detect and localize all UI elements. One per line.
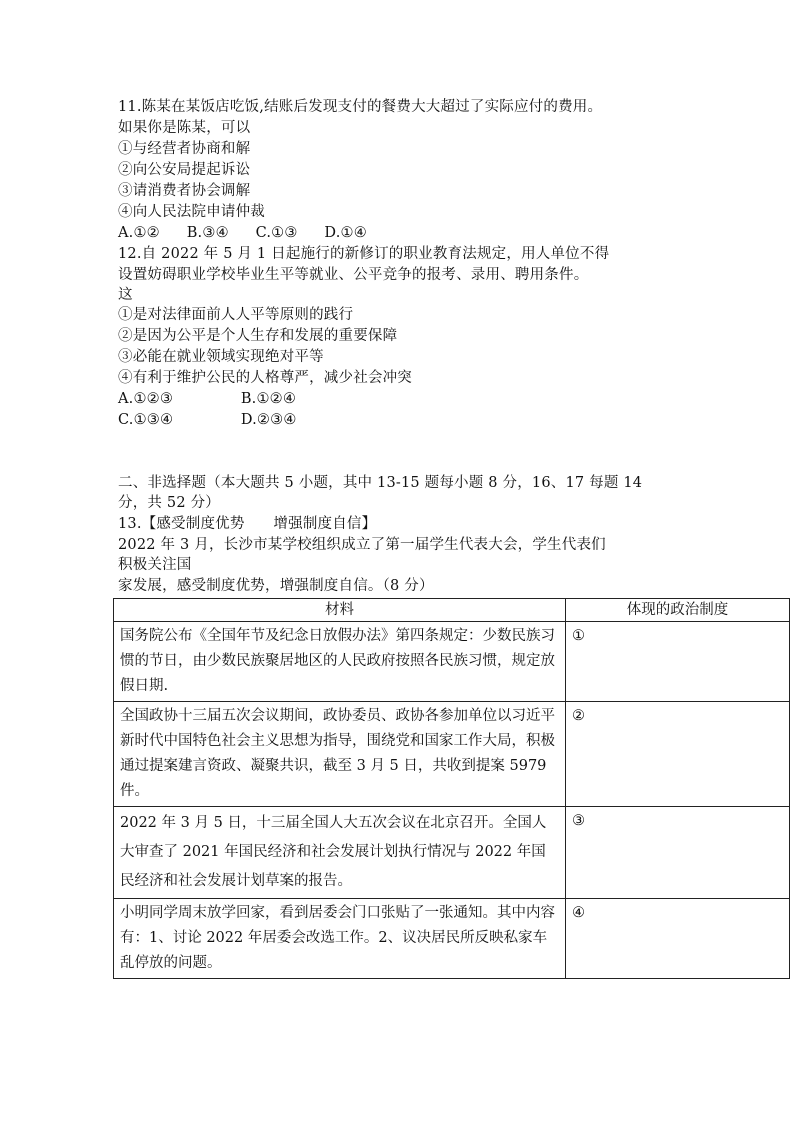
q11-option-b[interactable]: B.③④: [186, 225, 229, 241]
answer-cell[interactable]: ③: [566, 807, 790, 899]
q12-stem-line1: 12.自 2022 年 5 月 1 日起施行的新修订的职业教育法规定，用人单位不得: [118, 246, 610, 262]
table-row: [114, 622, 790, 702]
answer-cell[interactable]: ①: [566, 622, 790, 702]
q13-title: 13.【感受制度优势 增强制度自信】: [118, 516, 377, 532]
q12-options-row2: [118, 410, 297, 430]
q11-option-a[interactable]: A.①②: [118, 225, 160, 241]
q12-option-c[interactable]: C.①③④: [118, 412, 174, 428]
material-cell: 2022 年 3 月 5 日，十三届全国人大五次会议在北京召开。全国人大审查了 2021 年国民经济和社会发展计划执行情况与 2022 年国民经济和社会发展计划草案的报告。: [114, 807, 566, 899]
q12-item-2: ②是因为公平是个人生存和发展的重要保障: [118, 328, 398, 344]
q12-option-a[interactable]: A.①②③: [118, 391, 174, 407]
header-political-system: 体现的政治制度: [566, 599, 790, 622]
q13-intro-line3: 家发展，感受制度优势，增强制度自信。（8 分）: [118, 578, 434, 594]
material-cell: 全国政协十三届五次会议期间，政协委员、政协各参加单位以习近平新时代中国特色社会主义思想为指导，围绕党和国家工作大局，积极通过提案建言资政、凝聚共识，截至 3 月 5 日，共收到提案 5979 件。: [114, 702, 566, 807]
q11-item-2: ②向公安局提起诉讼: [118, 162, 251, 178]
q11-option-d[interactable]: D.①④: [324, 225, 367, 241]
q12-option-b[interactable]: B.①②④: [240, 391, 297, 407]
q13-answer-table: [113, 598, 790, 979]
q12-stem-line3: 这: [118, 287, 133, 303]
q12-options-row1: [118, 389, 296, 409]
table-header-row: [114, 599, 790, 622]
section2-heading-line2: 分，共 52 分）: [118, 495, 220, 511]
q13-intro-line1: 2022 年 3 月，长沙市某学校组织成立了第一届学生代表大会，学生代表们: [118, 537, 606, 553]
table-row: [114, 899, 790, 979]
q12-item-4: ④有利于维护公民的人格尊严，减少社会冲突: [118, 370, 412, 386]
answer-cell[interactable]: ④: [566, 899, 790, 979]
header-material: 材料: [114, 599, 566, 622]
q11-item-3: ③请消费者协会调解: [118, 183, 251, 199]
section2-heading-line1: 二、非选择题（本大题共 5 小题，其中 13-15 题每小题 8 分，16、17 每题 14: [118, 475, 643, 491]
q11-item-4: ④向人民法院申请仲裁: [118, 204, 265, 220]
q11-stem-line2: 如果你是陈某，可以: [118, 120, 251, 136]
table-row: [114, 807, 790, 899]
answer-cell[interactable]: ②: [566, 702, 790, 807]
q12-stem-line2: 设置妨碍职业学校毕业生平等就业、公平竞争的报考、录用、聘用条件。: [118, 267, 589, 283]
table-row: [114, 702, 790, 807]
q13-intro-line2: 积极关注国: [118, 557, 192, 573]
material-cell: 国务院公布《全国年节及纪念日放假办法》第四条规定：少数民族习惯的节日，由少数民族聚居地区的人民政府按照各民族习惯，规定放假日期.: [114, 622, 566, 702]
q11-option-c[interactable]: C.①③: [255, 225, 298, 241]
q11-item-1: ①与经营者协商和解: [118, 141, 251, 157]
q12-item-1: ①是对法律面前人人平等原则的践行: [118, 307, 354, 323]
q12-item-3: ③必能在就业领域实现绝对平等: [118, 349, 324, 365]
q11-options: [118, 223, 389, 243]
q11-stem-line1: 11.陈某在某饭店吃饭,结账后发现支付的餐费大大超过了实际应付的费用。: [118, 99, 603, 115]
material-cell: 小明同学周末放学回家，看到居委会门口张贴了一张通知。其中内容有：1、讨论 2022 年居委会改选工作。2、议决居民所反映私家车乱停放的问题。: [114, 899, 566, 979]
q12-option-d[interactable]: D.②③④: [240, 412, 297, 428]
